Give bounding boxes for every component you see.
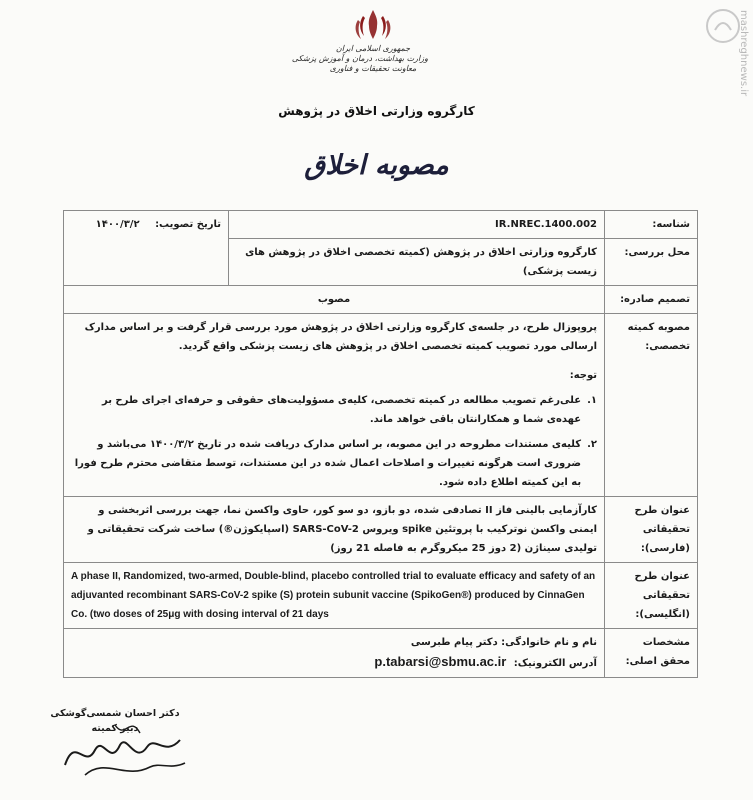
- signature-block: [40, 708, 190, 734]
- id-label: شناسه:: [605, 211, 698, 239]
- note-text: کلیه‌ی مستندات مطروحه در این مصوبه، بر اساس مدارک دریافت شده در تاریخ ۱۴۰۰/۳/۲ می‌باشد و ضروری است هرگونه تغییرات و اصلاحات اعمال شده در این مستندات، توسط متقاضی محترم طرح فورا به این کمیته اطلاع داده شود.: [74, 439, 582, 488]
- researcher-name: نام و نام خانوادگی: دکتر پیام طبرسی: [410, 637, 597, 648]
- approval-date-value: ۱۴۰۰/۳/۲: [95, 219, 140, 230]
- row-resolution: [64, 314, 698, 497]
- decision-value: مصوب: [64, 286, 605, 314]
- id-value: IR.NREC.1400.002: [229, 211, 605, 239]
- decision-label: تصمیم صادره:: [605, 286, 698, 314]
- note-number: ۲.: [587, 439, 597, 450]
- title-en-value: A phase II, Randomized, two-armed, Double-blind, placebo controlled trial to evaluate efficacy and safety of an adjuvanted recombinant SARS-CoV-2 spike (S) protein subunit vaccine (SpikoGen®) produced by CinnaGen Co. (two doses of 25μg with dosing interval of 21 days: [64, 563, 605, 629]
- resolution-body: [64, 314, 605, 497]
- ethics-approval-table: [63, 210, 698, 678]
- signatory-name: دکتر احسان شمسی‌گوشکی: [50, 708, 180, 719]
- row-title-en: [64, 563, 698, 629]
- note-item: [71, 391, 597, 429]
- researcher-email-label: آدرس الکترونیک:: [513, 658, 597, 669]
- note-number: ۱.: [587, 395, 597, 406]
- ministry-letterhead: [291, 44, 428, 74]
- row-id: [64, 211, 698, 239]
- title-en-label: عنوان طرح تحقیقاتی (انگلیسی):: [605, 563, 698, 629]
- resolution-label: مصوبه کمیته تخصصی:: [605, 314, 698, 497]
- row-researcher: [64, 629, 698, 678]
- document-title: مصوبه اخلاق: [304, 150, 449, 181]
- researcher-email-row: [71, 652, 597, 673]
- row-title-fa: [64, 497, 698, 563]
- title-fa-value: کارآزمایی بالینی فاز II تصادفی شده، دو بازو، دو سو کور، حاوی واکسن نما، جهت بررسی اثربخشی و ایمنی واکسن نوترکیب با پروتئین spike ویروس SARS-CoV-2 (اسپایکوژن®) ساخت شرکت تحقیقاتی و تولیدی سیناژن (2 دوز 25 میکروگرم به فاصله 21 روز): [64, 497, 605, 563]
- place-value: کارگروه وزارتی اخلاق در پژوهش (کمیته تخصصی اخلاق در پژوهش های زیست پزشکی): [229, 239, 605, 286]
- note-title: توجه:: [569, 370, 597, 381]
- note-text: علی‌رغم تصویب مطالعه در کمیته تخصصی، کلیه‌ی مسؤولیت‌های حقوقی و حرفه‌ای اجرای طرح بر عهده‌ی شما و همکارانتان باقی خواهد ماند.: [101, 395, 582, 425]
- ministry-line-3: معاونت تحقیقات و فناوری: [329, 64, 417, 73]
- row-decision: [64, 286, 698, 314]
- note-item: [71, 435, 597, 492]
- resolution-text: پروپوزال طرح، در جلسه‌ی کارگروه وزارتی اخلاق در پژوهش مورد بررسی قرار گرفت و بر اساس مدارک ارسالی مورد تصویب کمیته تخصصی اخلاق در پژوهش های زیست پزشکی واقع گردید.: [84, 322, 597, 352]
- signatory-role: دبیر کمیته: [91, 723, 139, 734]
- researcher-email: p.tabarsi@sbmu.ac.ir: [374, 654, 507, 669]
- mashregh-logo-icon: [703, 6, 743, 46]
- researcher-details: [64, 629, 605, 678]
- approval-date-label: تاریخ تصویب:: [155, 219, 221, 230]
- place-label: محل بررسی:: [605, 239, 698, 286]
- ministry-line-2: وزارت بهداشت، درمان و آموزش پزشکی: [291, 54, 428, 63]
- watermark-text: mashreghnews.ir: [738, 10, 749, 97]
- iran-emblem-icon: [348, 8, 398, 42]
- approval-date-cell: [64, 211, 229, 286]
- researcher-label: مشخصات محقق اصلی:: [605, 629, 698, 678]
- title-fa-label: عنوان طرح تحقیقاتی (فارسی):: [605, 497, 698, 563]
- workgroup-heading: کارگروه وزارتی اخلاق در پژوهش: [278, 104, 475, 118]
- ministry-line-1: جمهوری اسلامی ایران: [335, 44, 411, 53]
